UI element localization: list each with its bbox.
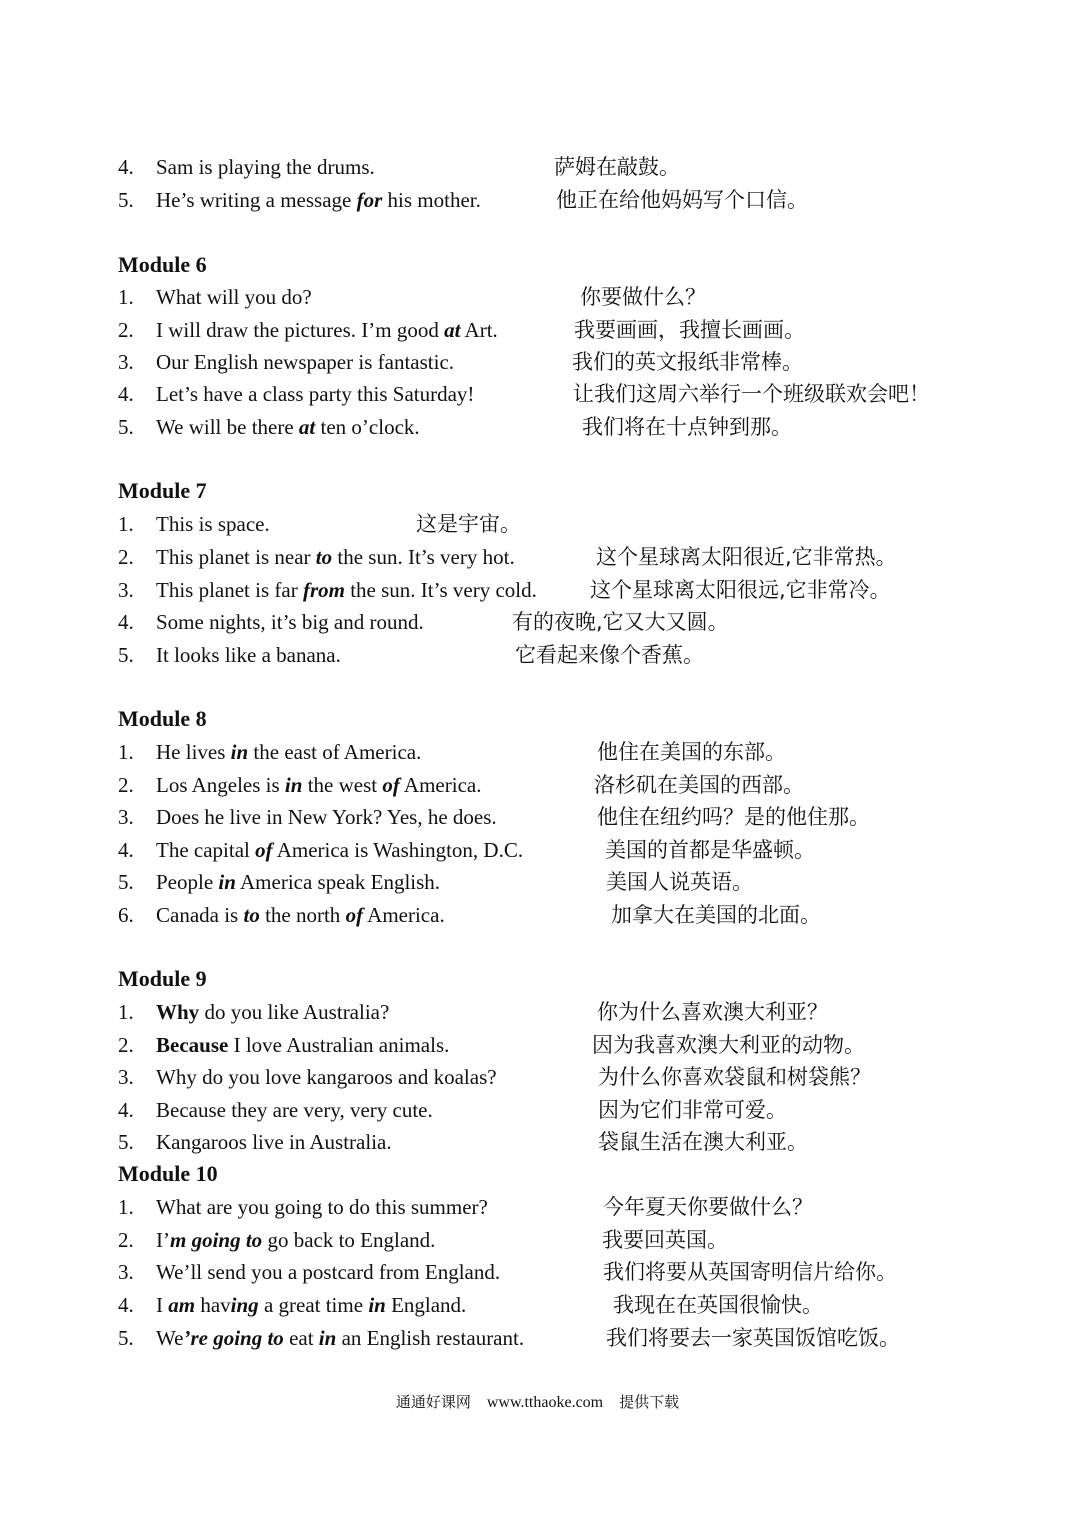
sentence-text: We bbox=[156, 1326, 184, 1350]
chinese-translation: 它看起来像个香蕉。 bbox=[515, 643, 704, 667]
sentence-text: I will draw the pictures. I’m good bbox=[156, 318, 445, 342]
chinese-translation: 这个星球离太阳很近,它非常热。 bbox=[596, 545, 897, 569]
chinese-translation: 袋鼠生活在澳大利亚。 bbox=[598, 1130, 808, 1154]
item-number: 4. bbox=[118, 1098, 134, 1122]
item-number: 5. bbox=[118, 415, 134, 439]
sentence-row bbox=[0, 899, 1075, 931]
sentence-text: He’s writing a message bbox=[156, 188, 357, 212]
item-number: 2. bbox=[118, 318, 134, 342]
emphasized-word: in bbox=[318, 1326, 337, 1350]
sentence-text: We will be there bbox=[156, 415, 299, 439]
sentence-text: Los Angeles is bbox=[156, 773, 285, 797]
item-number: 1. bbox=[118, 740, 134, 764]
emphasized-word: of bbox=[382, 773, 400, 797]
sentence-text: I bbox=[156, 1293, 169, 1317]
emphasized-word: Because bbox=[156, 1033, 229, 1057]
sentence-text: America. bbox=[363, 903, 445, 927]
item-number: 3. bbox=[118, 350, 134, 374]
sentence-text: America is Washington, D.C. bbox=[272, 838, 524, 862]
chinese-translation: 美国人说英语。 bbox=[606, 870, 753, 894]
sentence-text: an English restaurant. bbox=[336, 1326, 525, 1350]
chinese-translation: 洛杉矶在美国的西部。 bbox=[594, 773, 804, 797]
chinese-translation: 你为什么喜欢澳大利亚？ bbox=[597, 1000, 828, 1024]
sentence-text: This planet is far bbox=[156, 578, 303, 602]
sentence-row bbox=[0, 281, 1075, 313]
english-sentence bbox=[156, 801, 497, 833]
english-sentence bbox=[156, 508, 270, 540]
item-number: 5. bbox=[118, 188, 134, 212]
sentence-text: This is space. bbox=[156, 512, 270, 536]
sentence-text: This planet is near bbox=[156, 545, 316, 569]
english-sentence bbox=[156, 899, 445, 931]
english-sentence bbox=[156, 639, 341, 671]
sentence-row bbox=[0, 996, 1075, 1028]
english-sentence bbox=[156, 1061, 497, 1093]
sentence-text: Our English newspaper is fantastic. bbox=[156, 350, 455, 374]
sentence-row bbox=[0, 411, 1075, 443]
chinese-translation: 为什么你喜欢袋鼠和树袋熊？ bbox=[598, 1065, 871, 1089]
sentence-text: do you like Australia? bbox=[199, 1000, 390, 1024]
item-number: 6. bbox=[118, 903, 134, 927]
english-sentence bbox=[156, 769, 481, 801]
footer-url[interactable]: www.tthaoke.com bbox=[486, 1394, 604, 1411]
emphasized-word: in bbox=[218, 870, 236, 894]
module-heading: Module 6 bbox=[118, 252, 207, 277]
emphasized-word: am bbox=[168, 1293, 196, 1317]
chinese-translation: 有的夜晚,它又大又圆。 bbox=[512, 610, 729, 634]
chinese-translation: 我们的英文报纸非常棒。 bbox=[572, 350, 803, 374]
sentence-text: the sun. It’s very cold. bbox=[344, 578, 537, 602]
sentence-text: What will you do? bbox=[156, 285, 312, 309]
sentence-row bbox=[0, 801, 1075, 833]
item-number: 5. bbox=[118, 1130, 134, 1154]
sentence-text: ten o’clock. bbox=[315, 415, 420, 439]
emphasized-word: at bbox=[298, 415, 316, 439]
sentence-row bbox=[0, 346, 1075, 378]
sentence-text: I love Australian animals. bbox=[228, 1033, 450, 1057]
item-number: 5. bbox=[118, 643, 134, 667]
item-number: 2. bbox=[118, 1228, 134, 1252]
english-sentence bbox=[156, 1191, 488, 1223]
sentence-row bbox=[0, 184, 1075, 216]
sentence-row bbox=[0, 1029, 1075, 1061]
sentence-text: the sun. It’s very hot. bbox=[332, 545, 515, 569]
footer-site-name: 通通好课网 bbox=[395, 1393, 471, 1411]
sentence-text: America speak English. bbox=[235, 870, 441, 894]
emphasized-word: in bbox=[368, 1293, 386, 1317]
item-number: 3. bbox=[118, 1065, 134, 1089]
item-number: 4. bbox=[118, 1293, 134, 1317]
chinese-translation: 这是宇宙。 bbox=[416, 512, 521, 536]
sentence-text: Because they are very, very cute. bbox=[156, 1098, 433, 1122]
sentence-row bbox=[0, 606, 1075, 638]
chinese-translation: 我要回英国。 bbox=[602, 1228, 728, 1252]
sentence-row bbox=[0, 639, 1075, 671]
english-sentence bbox=[156, 1094, 433, 1126]
sentence-text: Let’s have a class party this Saturday! bbox=[156, 382, 475, 406]
chinese-translation: 让我们这周六举行一个班级联欢会吧！ bbox=[573, 382, 930, 406]
chinese-translation: 我现在在英国很愉快。 bbox=[613, 1293, 823, 1317]
sentence-row bbox=[0, 314, 1075, 346]
chinese-translation: 这个星球离太阳很远,它非常冷。 bbox=[590, 578, 891, 602]
chinese-translation: 我们将要去一家英国饭馆吃饭。 bbox=[606, 1326, 900, 1350]
sentence-row bbox=[0, 834, 1075, 866]
sentence-text: The capital bbox=[156, 838, 256, 862]
emphasized-word: in bbox=[284, 773, 303, 797]
sentence-text: Does he live in New York? Yes, he does. bbox=[156, 805, 497, 829]
item-number: 2. bbox=[118, 773, 134, 797]
item-number: 3. bbox=[118, 578, 134, 602]
emphasized-word: for bbox=[356, 188, 383, 212]
english-sentence bbox=[156, 1224, 435, 1256]
sentence-text: People bbox=[156, 870, 219, 894]
sentence-text: the north bbox=[259, 903, 346, 927]
sentence-text: America. bbox=[399, 773, 482, 797]
chinese-translation: 他住在美国的东部。 bbox=[597, 740, 786, 764]
sentence-text: his mother. bbox=[382, 188, 481, 212]
chinese-translation: 因为我喜欢澳大利亚的动物。 bbox=[592, 1033, 865, 1057]
english-sentence bbox=[156, 151, 375, 183]
chinese-translation: 因为它们非常可爱。 bbox=[598, 1098, 787, 1122]
chinese-translation: 他住在纽约吗？是的他住那。 bbox=[597, 805, 870, 829]
sentence-row bbox=[0, 1289, 1075, 1321]
sentence-text: Art. bbox=[460, 318, 498, 342]
module-heading: Module 10 bbox=[118, 1161, 218, 1186]
emphasized-word: Why bbox=[156, 1000, 200, 1024]
english-sentence bbox=[156, 314, 498, 346]
chinese-translation: 今年夏天你要做什么？ bbox=[603, 1195, 813, 1219]
sentence-row bbox=[0, 769, 1075, 801]
item-number: 1. bbox=[118, 1000, 134, 1024]
english-sentence bbox=[156, 996, 389, 1028]
sentence-text: Canada is bbox=[156, 903, 244, 927]
sentence-text: England. bbox=[385, 1293, 467, 1317]
sentence-text: Some nights, it’s big and round. bbox=[156, 610, 424, 634]
english-sentence bbox=[156, 184, 481, 216]
item-number: 5. bbox=[118, 870, 134, 894]
english-sentence bbox=[156, 866, 440, 898]
module-heading: Module 8 bbox=[118, 706, 207, 731]
item-number: 4. bbox=[118, 155, 134, 179]
item-number: 1. bbox=[118, 512, 134, 536]
english-sentence bbox=[156, 1126, 392, 1158]
sentence-row bbox=[0, 866, 1075, 898]
item-number: 4. bbox=[118, 382, 134, 406]
item-number: 1. bbox=[118, 285, 134, 309]
sentence-row bbox=[0, 151, 1075, 183]
chinese-translation: 加拿大在美国的北面。 bbox=[611, 903, 821, 927]
english-sentence bbox=[156, 736, 421, 768]
emphasized-word: to bbox=[315, 545, 333, 569]
item-number: 2. bbox=[118, 1033, 134, 1057]
english-sentence bbox=[156, 606, 424, 638]
sentence-text: Why do you love kangaroos and koalas? bbox=[156, 1065, 497, 1089]
footer-suffix: 提供下载 bbox=[619, 1393, 680, 1411]
sentence-text: Kangaroos live in Australia. bbox=[156, 1130, 392, 1154]
english-sentence bbox=[156, 1289, 466, 1321]
emphasized-word: of bbox=[255, 838, 273, 862]
sentence-text: eat bbox=[283, 1326, 319, 1350]
item-number: 4. bbox=[118, 838, 134, 862]
chinese-translation: 我要画画，我擅长画画。 bbox=[574, 318, 805, 342]
sentence-text: go back to England. bbox=[262, 1228, 436, 1252]
sentence-row bbox=[0, 1061, 1075, 1093]
sentence-row bbox=[0, 1224, 1075, 1256]
item-number: 1. bbox=[118, 1195, 134, 1219]
chinese-translation: 他正在给他妈妈写个口信。 bbox=[556, 188, 808, 212]
emphasized-word: of bbox=[345, 903, 364, 927]
chinese-translation: 我们将在十点钟到那。 bbox=[582, 415, 792, 439]
emphasized-word: ing bbox=[230, 1293, 259, 1317]
item-number: 4. bbox=[118, 610, 134, 634]
sentence-row bbox=[0, 1322, 1075, 1354]
chinese-translation: 我们将要从英国寄明信片给你。 bbox=[603, 1260, 897, 1284]
sentence-text: We’ll send you a postcard from England. bbox=[156, 1260, 501, 1284]
emphasized-word: ’re going to bbox=[183, 1326, 284, 1350]
chinese-translation: 你要做什么？ bbox=[580, 285, 706, 309]
item-number: 5. bbox=[118, 1326, 134, 1350]
english-sentence bbox=[156, 378, 474, 410]
sentence-text: It looks like a banana. bbox=[156, 643, 341, 667]
english-sentence bbox=[156, 1029, 449, 1061]
english-sentence bbox=[156, 346, 454, 378]
sentence-text: I’ bbox=[156, 1228, 170, 1252]
sentence-row bbox=[0, 541, 1075, 573]
sentence-row bbox=[0, 508, 1075, 540]
emphasized-word: at bbox=[444, 318, 461, 342]
emphasized-word: in bbox=[230, 740, 249, 764]
english-sentence bbox=[156, 541, 515, 573]
sentence-row bbox=[0, 1126, 1075, 1158]
emphasized-word: to bbox=[243, 903, 260, 927]
sentence-text: What are you going to do this summer? bbox=[156, 1195, 488, 1219]
english-sentence bbox=[156, 1322, 524, 1354]
sentence-row bbox=[0, 1256, 1075, 1288]
sentence-text: the east of America. bbox=[248, 740, 422, 764]
emphasized-word: m going to bbox=[170, 1228, 263, 1252]
sentence-row bbox=[0, 574, 1075, 606]
sentence-text: Sam is playing the drums. bbox=[156, 155, 375, 179]
item-number: 3. bbox=[118, 1260, 134, 1284]
chinese-translation: 萨姆在敲鼓。 bbox=[554, 155, 680, 179]
sentence-row bbox=[0, 736, 1075, 768]
module-heading: Module 7 bbox=[118, 478, 207, 503]
english-sentence bbox=[156, 574, 537, 606]
sentence-text: a great time bbox=[258, 1293, 369, 1317]
item-number: 2. bbox=[118, 545, 134, 569]
sentence-row bbox=[0, 1191, 1075, 1223]
item-number: 3. bbox=[118, 805, 134, 829]
english-sentence bbox=[156, 411, 420, 443]
sentence-row bbox=[0, 378, 1075, 410]
chinese-translation: 美国的首都是华盛顿。 bbox=[605, 838, 815, 862]
page-footer bbox=[0, 1388, 1075, 1416]
sentence-row bbox=[0, 1094, 1075, 1126]
english-sentence bbox=[156, 281, 312, 313]
sentence-text: the west bbox=[302, 773, 383, 797]
emphasized-word: from bbox=[302, 578, 345, 602]
module-heading: Module 9 bbox=[118, 966, 207, 991]
english-sentence bbox=[156, 834, 523, 866]
english-sentence bbox=[156, 1256, 500, 1288]
sentence-text: He lives bbox=[156, 740, 231, 764]
sentence-text: hav bbox=[195, 1293, 231, 1317]
